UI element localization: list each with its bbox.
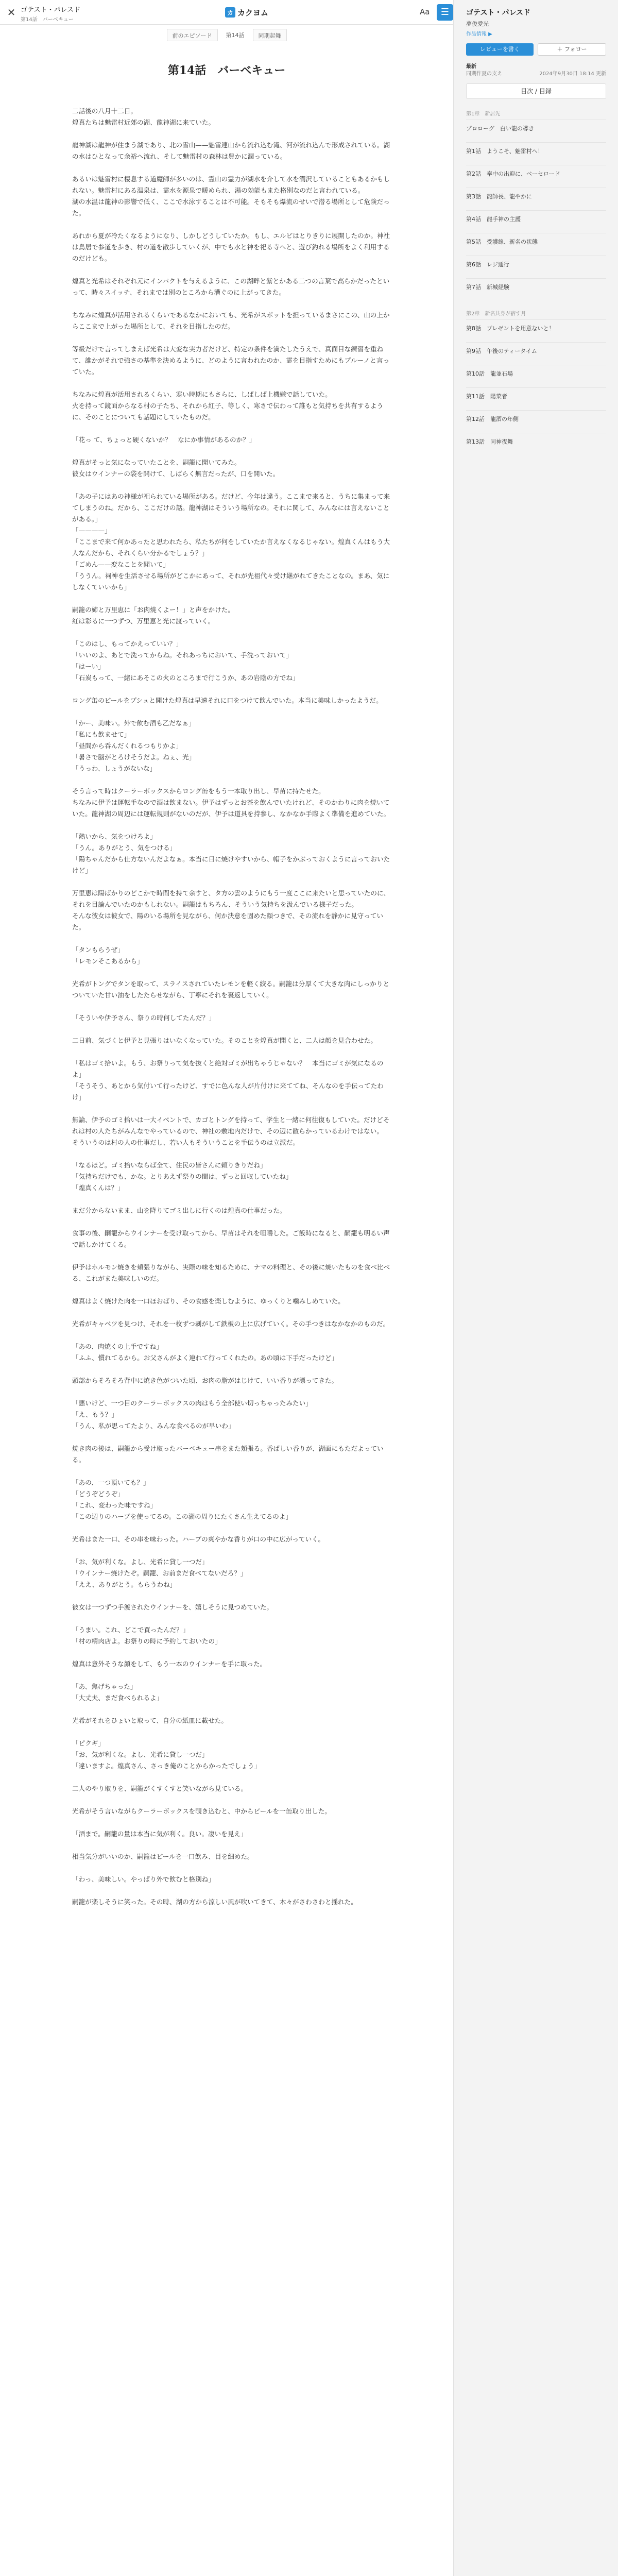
- paragraph: 彼女は一つずつ手渡されたウインナーを、嬉しそうに見つめていた。: [72, 1603, 273, 1611]
- paragraph: [72, 593, 391, 604]
- hamburger-icon[interactable]: ☰: [437, 4, 453, 21]
- paragraph: 「うん。ありがとう、気をつける」: [72, 844, 177, 852]
- follow-button[interactable]: [538, 43, 606, 56]
- paragraph: [72, 1024, 391, 1035]
- paragraph: [72, 774, 391, 786]
- write-review-button[interactable]: レビューを書く: [466, 43, 534, 56]
- toc-episode-link[interactable]: 第10話 龍並石場: [466, 365, 606, 387]
- paragraph: [72, 1794, 391, 1806]
- paragraph: 相当気分がいいのか、嗣籠はビールを一口飲み、目を細めた。: [72, 1853, 254, 1860]
- paragraph: 「石炭もって、一緒にあそこの火のところまで行こうか、あの岩陰の方でね」: [72, 674, 299, 682]
- paragraph: [72, 1103, 391, 1114]
- paragraph: そういうのは村の人の仕事だし、若い人もそういうことを手伝うのは立派だ。: [72, 1139, 299, 1146]
- paragraph: [72, 1250, 391, 1262]
- paragraph: そう言って時はクーラーボックスからロング缶をもう一本取り出し、早苗に持たせた。: [72, 787, 325, 795]
- toc-episode-link[interactable]: 第7話 新城経験: [466, 278, 606, 301]
- paragraph: 光希がトングでタンを取って、スライスされていたレモンを軽く絞る。嗣籠は分厚くて大きな肉にしっかりとついていた甘い油をしたたらせながら、丁寧にそれを裏返していく。: [72, 980, 390, 999]
- paragraph: 「あ、焦げちゃった」: [72, 1683, 137, 1690]
- paragraph: 食事の後、嗣籠からウインナーを受け取ってから、早苗はそれを咀嚼した。ご飯時になると、嗣籠も明るい声で話しかけてくる。: [72, 1229, 390, 1248]
- paragraph: 「熱いから、気をつけろよ」: [72, 833, 157, 840]
- paragraph: 光希はまた一口、その串を味わった。ハーブの爽やかな香りが口の中に広がっていく。: [72, 1535, 325, 1543]
- paragraph: 光希がそれをひょいと取って、自分の紙皿に載せた。: [72, 1717, 228, 1724]
- paragraph: 「違いますよ。煌真さん、さっき俺のことからかったでしょう」: [72, 1762, 261, 1770]
- episode-title: 第14話 バーベキュー: [167, 64, 286, 77]
- toc-episode-link[interactable]: 第8話 プレゼントを用意ないと！: [466, 319, 606, 342]
- paragraph: ロング缶のビールをプシュと開けた煌真は早速それに口をつけて飲んでいた。本当に美味しかったようだ。: [72, 697, 383, 704]
- paragraph: 「え、もう？」: [72, 1411, 118, 1418]
- episode-navigation: [0, 29, 453, 41]
- paragraph: [72, 1590, 391, 1602]
- toc-chapter-heading: 第2章 新名共身が宿す月: [466, 311, 526, 317]
- close-icon[interactable]: ✕: [7, 6, 16, 19]
- paragraph: 煌真は意外そうな顔をして、もう一本のウインナーを手に取った。: [72, 1660, 267, 1668]
- paragraph: 煌真たちは魅雷村近郊の湖、龍神湖に来ていた。: [72, 118, 215, 126]
- paragraph: [72, 1613, 391, 1624]
- paragraph: ちなみに煌真が活用されるくらい、寒い時期にもさらに、しばしば上機嫌で話していた。: [72, 391, 332, 398]
- plus-icon: ＋: [557, 46, 565, 53]
- latest-label: 最新: [466, 64, 476, 70]
- latest-episode-date: 2024年9月30日 18:14 更新: [539, 71, 606, 77]
- table-of-contents-button[interactable]: 目次 / 目録: [466, 83, 606, 99]
- paragraph: [72, 1001, 391, 1012]
- paragraph: [72, 219, 391, 230]
- paragraph: [72, 162, 391, 174]
- follow-label: フォロー: [564, 46, 587, 53]
- sidebar-work-title[interactable]: ゴテスト・パレスド: [466, 9, 531, 17]
- paragraph: 「悪いけど、一つ目のクーラーボックスの肉はもう全部使い切っちゃったみたい」: [72, 1399, 312, 1407]
- current-episode-label: 第14話: [226, 32, 245, 39]
- paragraph: [72, 820, 391, 831]
- site-logo[interactable]: [225, 6, 268, 19]
- paragraph: 「陽ちゃんだから仕方ないんだよなぁ。本当に日に焼けやすいから、帽子をかぶっておくように言っておいたけど」: [72, 855, 390, 874]
- paragraph: 「ピクギ」: [72, 1739, 105, 1747]
- paragraph: [72, 1817, 391, 1828]
- paragraph: 嗣籠が楽しそうに笑った。その時、湖の方から涼しい風が吹いてきて、木々がさわさわと揺れた。: [72, 1898, 357, 1906]
- toc-episode-link[interactable]: 第3話 龍師長、龍やかに: [466, 188, 606, 210]
- paragraph: [72, 933, 391, 944]
- paragraph: そんな彼女は彼女で、陽のいる場所を見ながら、何か決意を固めた顔つきで、その流れを静かに見守っていた。: [72, 912, 383, 931]
- paragraph: 等級だけで言ってしまえば光希は大変な実力者だけど、特定の条件を満たしたうえで、真面目な練習を重ねて、誰かがそれで強さの基準を決めるように、どのように言われたのか、霊を目指すためにもプルーノと言っていた。: [72, 345, 390, 376]
- paragraph: [72, 480, 391, 491]
- paragraph: [72, 298, 391, 310]
- paragraph: [72, 1840, 391, 1851]
- toc-episode-link[interactable]: 第1話 ようこそ、魅雷村へ！: [466, 142, 606, 165]
- paragraph: 「かー、美味い。外で飲む酒も乙だなぁ」: [72, 719, 195, 727]
- paragraph: 「これ、変わった味ですね」: [72, 1501, 157, 1509]
- header-work-info[interactable]: [21, 4, 144, 23]
- paragraph: [72, 1772, 391, 1783]
- paragraph: 彼女はウインナーの袋を開けて、しばらく無言だったが、口を開いた。: [72, 470, 280, 478]
- paragraph: [72, 1216, 391, 1228]
- paragraph: [72, 1885, 391, 1896]
- paragraph: [72, 876, 391, 888]
- paragraph: まだ分からないまま、山を降りてゴミ出しに行くのは煌真の仕事だった。: [72, 1207, 286, 1214]
- paragraph: [72, 378, 391, 389]
- paragraph: 光希がそう言いながらクーラーボックスを覗き込むと、中からビールを一缶取り出した。: [72, 1807, 331, 1815]
- paragraph: 「わっ、美味しい。やっぱり外で飲むと格別ね」: [72, 1875, 215, 1883]
- paragraph: 「ごめん——変なことを聞いて」: [72, 561, 169, 568]
- paragraph: 「あの、一つ頂いても？」: [72, 1479, 150, 1486]
- paragraph: [72, 332, 391, 344]
- paragraph: [72, 264, 391, 276]
- paragraph: 二日前、気づくと伊予と見張りはいなくなっていた。そのことを煌真が聞くと、二人は顔を見合わせた。: [72, 1037, 377, 1044]
- paragraph: [72, 1466, 391, 1477]
- paragraph: 煌真はよく焼けた肉を一口ほおばり、その食感を楽しむように、ゆっくりと噛みしめていた。: [72, 1297, 345, 1305]
- paragraph: 「村の精肉店よ。お祭りの時に予約しておいたの」: [72, 1637, 221, 1645]
- toc-episode-link[interactable]: 第13話 同神夜舞: [466, 433, 606, 455]
- paragraph: 「うん、私が思ってたより、みんな食べるのが早いわ」: [72, 1422, 235, 1430]
- paragraph: [72, 1432, 391, 1443]
- paragraph: [72, 1364, 391, 1375]
- paragraph: 煌真と光希はそれぞれ元にインパクトを与えるように、この湖畔と紫とかある二つの言葉で高らかだったといって、時々スイッチ、それまでは別のところから漕ぐのに上がってきた。: [72, 277, 390, 296]
- header-episode-label: 第14話 バーベキュー: [21, 17, 74, 23]
- author-name[interactable]: 夢俊愛光: [466, 21, 489, 27]
- paragraph: 「うまい。これ、どこで買ったんだ？」: [72, 1626, 190, 1634]
- work-details-link[interactable]: 作品情報 ▶: [466, 31, 492, 37]
- paragraph: 「お、気が利くな。よし、光希に貸し一つだ」: [72, 1558, 209, 1566]
- paragraph: [72, 1670, 391, 1681]
- paragraph: [72, 1726, 391, 1738]
- work-actions: [466, 43, 606, 56]
- paragraph: 「レモンそこあるから」: [72, 957, 144, 965]
- paragraph: ちなみに煌真が活用されるくらいであるなかにおいても、光希がスポットを担っているまさにこの、山の上からここまで上がった場所として、それを目指したのだ。: [72, 311, 390, 330]
- episode-body: [72, 106, 391, 2576]
- paragraph: あるいは魅雷村に棲息する道魔師が多いのは、霊山の霊力が湖水を介して水を潤沢していることもあるかもしれない。魅雷村にある温泉は、霊水を源泉で暖められ、湯の効能もまた格別なのだと言われている。: [72, 175, 390, 194]
- paragraph: 万里恵は陽ばかりのどこかで時間を持て余すと、タ方の雲のようにもう一度ここに来たいと思っていたのに、それを目論んでいたのかもしれない。嗣籠はもちろん、そういう気持ちを汲んでいる様子だった。: [72, 889, 390, 908]
- paragraph: [72, 1046, 391, 1058]
- work-info: [466, 7, 610, 37]
- paragraph: 「なるほど。ゴミ拾いならば全て、住民の皆さんに頼りきりだね」: [72, 1161, 267, 1169]
- latest-episode-title[interactable]: 同期作夏の支え: [466, 71, 502, 77]
- text-size-button[interactable]: Aa: [420, 7, 430, 16]
- paragraph: [72, 1148, 391, 1160]
- paragraph: 「私はゴミ拾いよ。もう、お祭りって気を抜くと絶対ゴミが出ちゃうじゃない？ 本当にゴミが気になるのよ」: [72, 1059, 384, 1078]
- paragraph: 「酒まで。嗣籠の量は本当に気が利く。良い。凄いを見え」: [72, 1830, 247, 1838]
- logo-mark-icon: カ: [225, 7, 235, 18]
- paragraph: 「花っ て、ちょっと硬くないか？ なにか事情があるのか？」: [72, 436, 256, 444]
- paragraph: 「はーい」: [72, 663, 105, 670]
- paragraph: 「気持ちだけでも、かな。とりあえず祭りの間は、ずっと回収していたね」: [72, 1173, 293, 1180]
- paragraph: 「大丈夫、まだ食べられるよ」: [72, 1694, 163, 1702]
- paragraph: 「この辺りのハーブを使ってるの。この湖の周りにたくさん生えてるのよ」: [72, 1513, 293, 1520]
- toc-episode-link[interactable]: 第12話 龍酒の年側: [466, 410, 606, 433]
- paragraph: 無論、伊予のゴミ拾いは一大イベントで、カゴとトングを持って、学生と一緒に何往復もしていた。だけどそれは村の人たちがみんなでやっているので、神社の敷地内だけで、その辺に散らかっているわけではない。: [72, 1116, 390, 1135]
- paragraph: [72, 1704, 391, 1715]
- paragraph: [72, 1386, 391, 1398]
- paragraph: 紅は彩るに一つずつ、万里恵と光に渡っていく。: [72, 617, 215, 625]
- toc-episode-link[interactable]: 第4話 龍手神の主護: [466, 210, 606, 233]
- logo-text: カクヨム: [237, 8, 269, 18]
- toc-chapter-heading: 第1章 新居先: [466, 111, 501, 117]
- paragraph: [72, 423, 391, 434]
- paragraph: [72, 446, 391, 457]
- paragraph: 光希がキャベツを見つけ、それを一枚ずつ剥がして鉄板の上に広げていく。その手つきはなかなかのものだ。: [72, 1320, 390, 1328]
- paragraph: 龍神湖は龍神が住まう湖であり、北の雪山——魅雷連山から流れ込む滝、河が流れ込んで形成されている。湖の水はひとなって余裕へ流れ、そして魅雷村の森林は豊かに潤っている。: [72, 141, 390, 160]
- paragraph: [72, 684, 391, 695]
- paragraph: [72, 967, 391, 978]
- latest-episode[interactable]: [466, 69, 606, 77]
- paragraph: 「ええ、ありがとう。もらうわね」: [72, 1581, 177, 1588]
- paragraph: [72, 1330, 391, 1341]
- paragraph: 「このはし、もってかえっていい？」: [72, 640, 183, 648]
- paragraph: [72, 1194, 391, 1205]
- paragraph: [72, 128, 391, 140]
- paragraph: [72, 1545, 391, 1556]
- paragraph: 「煌真くんは？」: [72, 1184, 124, 1192]
- toc-episode-link[interactable]: 第9話 午後のティータイム: [466, 342, 606, 365]
- paragraph: 嗣籠の姉と万里恵に「お肉焼くよー！」と声をかけた。: [72, 606, 234, 614]
- paragraph: 二話後の八月十二日。: [72, 107, 137, 115]
- paragraph: [72, 627, 391, 638]
- paragraph: 火を持って鏡面からなる村の子たち、それから紅子、等しく、寒さで伝わって誰もと気持ちを共有するように、そのことについても話題にしていたものだ。: [72, 402, 384, 421]
- paragraph: 「ふふ、慣れてるから。お父さんがよく連れて行ってくれたの。あの頃は下手だったけど」: [72, 1354, 338, 1362]
- paragraph: 「お、気が利くな。よし、光希に貸し一つだ」: [72, 1751, 209, 1758]
- paragraph: 「ううん。祠神を生活させる場所がどこかにあって、それが先祖代々受け継がれてきたことなの。まあ、気にしなくていいから」: [72, 572, 390, 591]
- paragraph: [72, 1307, 391, 1318]
- paragraph: 「うっわ、しょうがないな」: [72, 765, 157, 772]
- paragraph: 「あの、肉焼くの上手ですね」: [72, 1343, 163, 1350]
- paragraph: あれから夏が冷たくなるようになり、しかしどうしていたか。もし、エルビはとりきりに展開したのか。神社は鳥居で参道を歩き、村の道を散歩していくが、中でも水と神を祀る寺へと、遊び釣れる場所をよく利用するのだけども。: [72, 232, 390, 262]
- paragraph: 頭部からそろそろ背中に焼き色がついた頃、お肉の脂がはじけて、いい香りが漂ってきた。: [72, 1377, 338, 1384]
- toc-episode-link[interactable]: 第2話 奉中の出迎に、ベーセロード: [466, 165, 606, 188]
- toc-episode-link[interactable]: 第6話 レジ通行: [466, 256, 606, 278]
- paragraph: 「ここまで来て何かあったと思われたら、私たちが何をしていたか言えなくなるじゃない。煌真くんはもう大人なんだから、それくらい分かるでしょう？」: [72, 538, 390, 557]
- paragraph: [72, 706, 391, 718]
- paragraph: 「私にも飲ませて」: [72, 731, 131, 738]
- toc-episode-link[interactable]: 第11話 陽菜者: [466, 387, 606, 410]
- next-episode-button[interactable]: 同期起舞: [253, 29, 287, 41]
- paragraph: 伊予はホルモン焼きを頬張りながら、実際の味を知るために、ナマの料理と、その後に焼いたものを食べ比べる、これがまた美味しいのだ。: [72, 1263, 390, 1282]
- paragraph: 「ウインナー焼けたぞ。嗣籠、お前まだ食べてないだろ？」: [72, 1569, 247, 1577]
- paragraph: [72, 1862, 391, 1874]
- paragraph: 「暑さで脳がとろけそうだよ。ねぇ、光」: [72, 753, 196, 761]
- sidebar: [453, 0, 618, 2576]
- paragraph: 煌真がそっと気になっていたことを、嗣籠に聞いてみた。: [72, 459, 241, 466]
- paragraph: ちなみに伊予は運転手なので酒は飲まない。伊予はずっとお茶を飲んでいたけれど、そのかわりに肉を焼いていた。龍神湖の周辺には運転規則がないのだが、伊予は道具を持参し、なかなか手際よく準備を進めていた。: [72, 799, 390, 818]
- paragraph: 二人のやり取りを、嗣籠がくすくすと笑いながら見ている。: [72, 1785, 248, 1792]
- toc-episode-link[interactable]: 第5話 受護線、新名の状態: [466, 233, 606, 256]
- paragraph: 「いいのよ、あとで洗ってからね。それあっちにおいて、手洗っておいて」: [72, 651, 293, 659]
- paragraph: 焼き肉の後は、嗣籠から受け取ったバーベキュー串をまた頬張る。香ばしい香りが、湖面にもただよっている。: [72, 1445, 384, 1464]
- header-work-title[interactable]: ゴテスト・パレスド: [21, 6, 81, 14]
- paragraph: [72, 1284, 391, 1296]
- paragraph: [72, 1647, 391, 1658]
- toc-episode-link[interactable]: プロローグ 白い龍の導き: [466, 120, 606, 142]
- paragraph: 「そういや伊予さん、祭りの時何してたんだ？」: [72, 1014, 215, 1022]
- paragraph: 「あの子にはあの神様が祀られている場所がある。だけど、今年は違う。ここまで来ると、うちに集まって来てしまうのね。だから、ここだけの話。龍神湖はそういう場所なの。それに関して、みんなには言えないことがある。」: [72, 493, 390, 523]
- paragraph: [72, 1522, 391, 1534]
- paragraph: 「————」: [72, 527, 111, 534]
- paragraph: 「昼間から呑んだくれるつもりかよ」: [72, 742, 182, 750]
- paragraph: 「そうそう、あとから気付いて行ったけど、すでに色んな人が片付けに来ててね、そんなのを手伝ってたわけ」: [72, 1082, 384, 1101]
- paragraph: 湖の水温は龍神の影響で低く、ここで水泳することは不可能。そもそも爆流のせいで潜る場所として危険だった。: [72, 198, 390, 217]
- paragraph: 「どうぞどうぞ」: [72, 1490, 124, 1498]
- paragraph: 「タンもらうぜ」: [72, 946, 124, 954]
- prev-episode-button[interactable]: 前のエピソード: [167, 29, 218, 41]
